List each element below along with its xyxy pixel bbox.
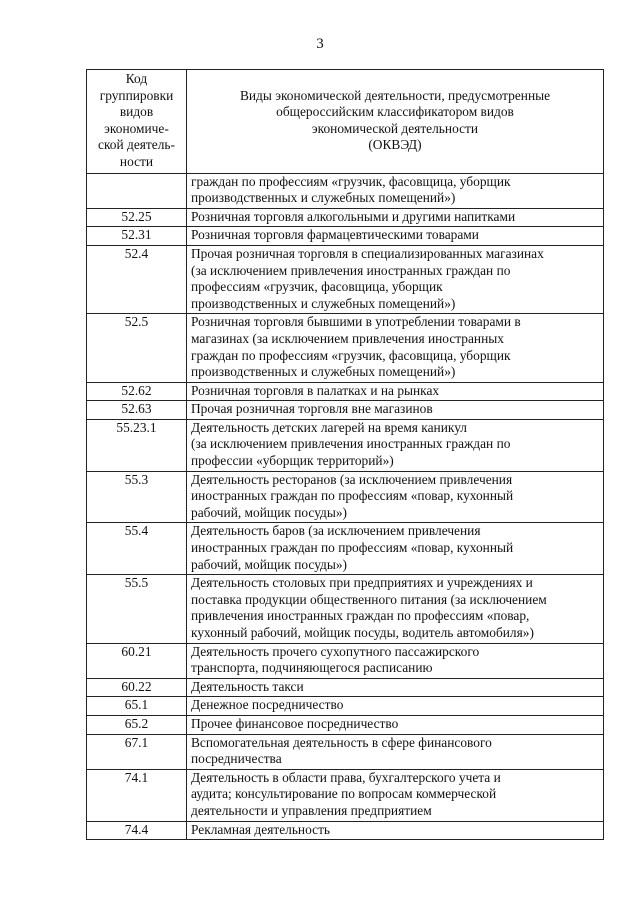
okved-table-body [87, 70, 604, 840]
okved-code-cell: 67.1 [87, 734, 187, 769]
description-line: кухонный рабочий, мойщик посуды, водитель автомобиля») [191, 625, 534, 640]
header-desc-line: Виды экономической деятельности, предусмотренные [239, 87, 551, 103]
description-line: деятельности и управления предприятием [191, 802, 432, 818]
activity-description-cell [187, 697, 604, 716]
table-row [87, 419, 604, 471]
table-row [87, 314, 604, 382]
table-row [87, 715, 604, 734]
table-row [87, 471, 604, 523]
description-line: Рекламная деятельность [191, 821, 331, 837]
description-line: Розничная торговля в палатках и на рынках [191, 382, 440, 398]
description-line: поставка продукции общественного питания (за исключением [191, 591, 547, 607]
description-line: Деятельность ресторанов (за исключением привлечения [191, 471, 513, 487]
description-line: Деятельность баров (за исключением привлечения [191, 523, 481, 539]
header-code-line: Код [125, 71, 148, 86]
table-row [87, 678, 604, 697]
okved-code-cell: 52.4 [87, 245, 187, 313]
okved-code-cell: 55.23.1 [87, 419, 187, 471]
description-line: рабочий, мойщик посуды») [191, 556, 348, 572]
description-line: посредничества [191, 751, 282, 767]
okved-code-cell [87, 173, 187, 208]
activity-description-cell [187, 734, 604, 769]
description-line: Прочее финансовое посредничество [191, 715, 399, 731]
okved-code-cell: 55.3 [87, 471, 187, 523]
okved-code-cell: 74.1 [87, 769, 187, 821]
okved-code-cell: 55.5 [87, 575, 187, 643]
okved-code-cell: 74.4 [87, 821, 187, 840]
description-line: Прочая розничная торговля вне магазинов [191, 401, 433, 417]
description-line: Деятельность в области права, бухгалтерского учета и [191, 769, 501, 785]
header-desc-line: (ОКВЭД) [368, 137, 422, 153]
table-row [87, 734, 604, 769]
activity-description-cell [187, 575, 604, 643]
header-desc-line: общероссийским классификатором видов [276, 104, 514, 120]
description-line: Розничная торговля алкогольными и другими напитками [191, 208, 516, 224]
table-row [87, 697, 604, 716]
table-row [87, 643, 604, 678]
description-line: Розничная торговля бывшими в употреблении товарами в [191, 314, 521, 330]
description-line: производственных и служебных помещений») [191, 364, 456, 380]
header-code-line: экономиче- [104, 120, 169, 136]
okved-code-cell: 60.21 [87, 643, 187, 678]
header-code-line: видов [119, 104, 154, 120]
activity-description-cell [187, 643, 604, 678]
description-line: иностранных граждан по профессиям «повар, кухонный [191, 540, 514, 556]
activity-description-cell [187, 523, 604, 575]
description-line: профессиям «грузчик, фасовщица, уборщик [191, 279, 443, 295]
activity-description-cell [187, 715, 604, 734]
okved-code-cell: 52.5 [87, 314, 187, 382]
description-line: Деятельность детских лагерей на время каникул [191, 419, 467, 435]
description-line: граждан по профессиям «грузчик, фасовщица, уборщик [191, 347, 511, 363]
description-line: иностранных граждан по профессиям «повар, кухонный [191, 488, 514, 504]
description-line: производственных и служебных помещений») [191, 190, 456, 206]
okved-code-cell: 52.31 [87, 227, 187, 246]
table-row [87, 382, 604, 401]
table-row [87, 208, 604, 227]
table-row [87, 173, 604, 208]
description-line: (за исключением привлечения иностранных граждан по [191, 262, 511, 278]
okved-code-cell: 55.4 [87, 523, 187, 575]
activity-description-cell [187, 821, 604, 840]
activity-description-cell [187, 419, 604, 471]
description-line: Деятельность прочего сухопутного пассажирского [191, 643, 480, 659]
description-line: транспорта, подчиняющегося расписанию [191, 660, 433, 676]
okved-code-cell: 65.1 [87, 697, 187, 716]
table-row [87, 245, 604, 313]
description-line: Денежное посредничество [191, 697, 344, 713]
okved-table [86, 69, 604, 840]
activity-description-cell [187, 208, 604, 227]
description-line: магазинах (за исключением привлечения иностранных [191, 330, 504, 346]
description-line: Розничная торговля фармацевтическими товарами [191, 227, 479, 243]
activity-description-cell [187, 314, 604, 382]
okved-code-cell: 52.62 [87, 382, 187, 401]
header-code-line: ности [119, 153, 154, 169]
activity-description-cell [187, 245, 604, 313]
header-code-line: ской деятель- [98, 137, 175, 153]
description-line: Прочая розничная торговля в специализированных магазинах [191, 245, 544, 261]
okved-code-cell: 52.63 [87, 401, 187, 420]
okved-code-cell: 52.25 [87, 208, 187, 227]
description-line: Деятельность такси [191, 678, 304, 694]
header-code-cell [87, 70, 187, 174]
okved-code-cell: 65.2 [87, 715, 187, 734]
activity-description-cell [187, 227, 604, 246]
table-row [87, 575, 604, 643]
table-header-row [87, 70, 604, 174]
description-line: граждан по профессиям «грузчик, фасовщица, уборщик [191, 173, 511, 189]
description-line: аудита; консультирование по вопросам коммерческой [191, 786, 497, 802]
table-row [87, 401, 604, 420]
table-row [87, 821, 604, 840]
activity-description-cell [187, 769, 604, 821]
header-desc-cell [187, 70, 604, 174]
table-row [87, 523, 604, 575]
activity-description-cell [187, 382, 604, 401]
table-row [87, 769, 604, 821]
description-line: Вспомогательная деятельность в сфере финансового [191, 734, 492, 750]
activity-description-cell [187, 471, 604, 523]
activity-description-cell [187, 401, 604, 420]
page-number: 3 [316, 36, 324, 52]
description-line: рабочий, мойщик посуды») [191, 504, 348, 520]
description-line: профессии «уборщик территорий») [191, 453, 394, 469]
activity-description-cell [187, 678, 604, 697]
activity-description-cell [187, 173, 604, 208]
description-line: привлечения иностранных граждан по профессиям «повар, [191, 608, 530, 624]
description-line: Деятельность столовых при предприятиях и учреждениях и [191, 575, 533, 591]
description-line: (за исключением привлечения иностранных граждан по [191, 436, 511, 452]
header-code-line: группировки [99, 87, 174, 103]
okved-code-cell: 60.22 [87, 678, 187, 697]
header-desc-line: экономической деятельности [311, 120, 479, 136]
description-line: производственных и служебных помещений») [191, 295, 456, 311]
table-row [87, 227, 604, 246]
